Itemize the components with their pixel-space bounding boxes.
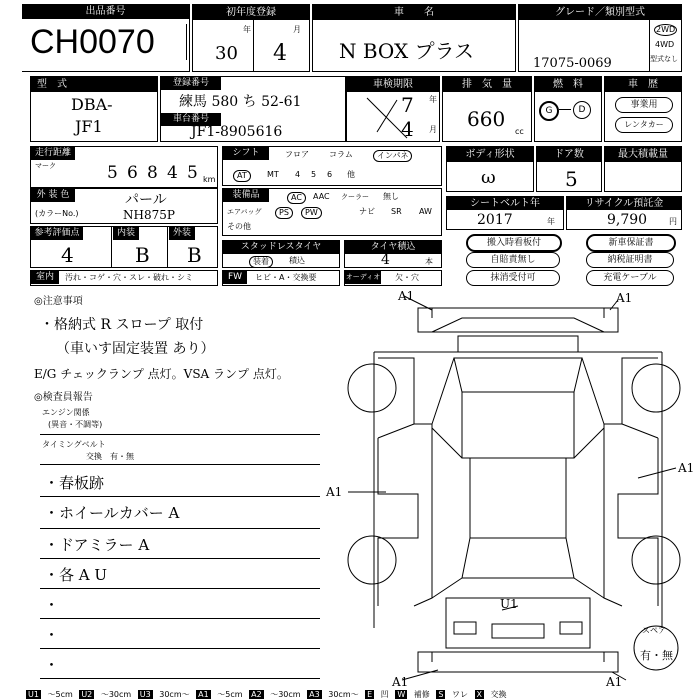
wheel-rear-left [348, 536, 396, 584]
body-type-box [446, 146, 534, 192]
mark-front-right: A1 [616, 291, 633, 305]
check-warranty: 新車保証書 [586, 234, 676, 252]
legend-desc: ワレ [451, 690, 468, 699]
shift-at: AT [233, 170, 251, 182]
tire-load-unit: 本 [425, 257, 433, 266]
legend-desc: 補修 [413, 690, 430, 699]
notes-title: ◎注意事項 [34, 296, 83, 307]
mark-front-left: A1 [398, 289, 415, 303]
inspector-title: ◎検査員報告 [34, 392, 93, 403]
car-name-box [312, 4, 516, 72]
legend-desc: ～5cm [47, 690, 73, 699]
displacement-unit: cc [515, 127, 524, 136]
equip-none: 無し [383, 192, 399, 201]
exterior-label: 外装 [169, 227, 195, 240]
audio-text: 欠・穴 [395, 273, 419, 282]
interior-condition-box [30, 270, 218, 286]
body-type-label: ボディ形状 [447, 147, 533, 162]
legend-code: U3 [139, 690, 151, 699]
divider [253, 20, 254, 72]
reg-number-value: 練馬 580 ち 52-61 [179, 94, 302, 110]
fuel-label: 燃 料 [535, 77, 601, 92]
rule-line [40, 558, 320, 559]
roof [432, 358, 604, 458]
equip-aw: AW [419, 207, 432, 216]
history-box [604, 76, 682, 142]
interior-cond-label: 室内 [31, 271, 59, 284]
displacement-value: 660 [467, 107, 506, 131]
model-value-1: DBA- [71, 95, 113, 114]
wheel-front-left [348, 364, 396, 412]
rule-line [40, 648, 320, 649]
first-registration-label: 初年度登録 [193, 5, 309, 20]
doors-label: ドア数 [537, 147, 601, 162]
color-label: 外 装 色 [31, 189, 75, 202]
studless-mounted: 装着 [249, 256, 273, 268]
fw-label: FW [223, 271, 247, 284]
inspection-month-unit: 月 [429, 125, 437, 134]
mark-rear-left: A1 [392, 675, 409, 689]
timing-label: タイミングベルト [42, 440, 106, 449]
mileage-digit: 5 [187, 163, 198, 183]
equip-ps: PS [275, 207, 293, 219]
legend-code: A1 [198, 690, 209, 699]
equip-navi: ナビ [359, 207, 375, 216]
interior-cond-text: 汚れ・コゲ・穴・スレ・破れ・シミ [65, 273, 193, 282]
model-label: 型 式 [31, 77, 157, 92]
legend-desc: ～30cm [270, 690, 301, 699]
inspector-item: ・ [44, 656, 60, 674]
legend-code: W [397, 690, 406, 699]
shift-floor: フロア [285, 150, 309, 159]
equip-other: その他 [227, 222, 251, 231]
chassis-value: JF1-8905616 [191, 124, 283, 140]
color-box [30, 188, 218, 224]
check-charging-cable: 充電ケーブル [586, 270, 674, 286]
displacement-box [442, 76, 532, 142]
left-side-panel [378, 358, 432, 606]
drive-options [649, 20, 683, 72]
spare-label: スペア [642, 626, 666, 635]
legend-desc: 30cm～ [159, 690, 190, 699]
note-line: （車いす固定装置 あり） [56, 341, 215, 357]
shift-6: 6 [327, 170, 333, 179]
fuel-gasoline: G [539, 101, 559, 121]
inspector-item: ・ [44, 626, 60, 644]
legend-code: A2 [251, 690, 262, 699]
shift-other: 他 [347, 170, 355, 179]
grade-value: 17075-0069 [533, 56, 612, 71]
rule-line [40, 528, 320, 529]
tire-load-label: タイヤ積込 [345, 241, 441, 254]
inspection-year: 7 [401, 93, 414, 117]
wheel-front-right [632, 364, 680, 412]
car-name-value: N BOX プラス [339, 39, 474, 63]
mark-left-side: A1 [326, 485, 343, 499]
fw-box [222, 270, 340, 286]
strike-mark [347, 92, 441, 142]
tailgate [446, 598, 590, 648]
recycle-box [566, 196, 682, 230]
load-label: 最大積載量 [605, 147, 681, 162]
displacement-label: 排 気 量 [443, 77, 531, 92]
note-line: ・格納式 R スロープ 取付 [40, 317, 204, 333]
chassis-label: 車台番号 [161, 113, 221, 126]
seatbelt-box [446, 196, 564, 230]
legend-code: U2 [81, 690, 93, 699]
rule-line [40, 434, 320, 435]
rear-window [432, 538, 604, 598]
registration-box [160, 76, 346, 142]
roof-center [432, 428, 604, 538]
equipment-label: 装備品 [223, 189, 269, 202]
audio-label: オーディオ [345, 271, 381, 284]
studless-loaded: 積込 [289, 256, 305, 265]
recycle-unit: 円 [669, 217, 677, 226]
cabin-outline [458, 336, 578, 352]
mark-rear-center: U1 [500, 597, 518, 611]
mark-leader [348, 296, 676, 680]
first-registration-month: 4 [273, 41, 287, 66]
mileage-digits [107, 163, 203, 187]
fuel-diesel: D [573, 101, 591, 119]
fw-text: ヒビ・A・交換要 [255, 273, 317, 282]
mileage-unit: km [203, 175, 216, 184]
color-code: NH875P [123, 208, 175, 222]
car-diagram [342, 288, 682, 690]
rule-line [40, 588, 320, 589]
seatbelt-label: シートベルト年 [447, 197, 563, 210]
model-value-2: JF1 [75, 117, 103, 136]
history-rental: レンタカー [615, 117, 673, 133]
mileage-digit: 8 [147, 163, 158, 183]
shift-5: 5 [311, 170, 317, 179]
checkbox-panel [446, 232, 682, 288]
exterior-value: B [187, 243, 202, 267]
first-registration-box [192, 4, 310, 72]
drive-option-2wd: 2WD [656, 25, 676, 34]
inspector-item: ・春板跡 [44, 474, 105, 492]
evaluation-label: 参考評価点 [31, 227, 83, 240]
legend-code: X [476, 690, 482, 699]
evaluation-value: 4 [61, 243, 74, 267]
equipment-box [222, 188, 442, 236]
audio-box [344, 270, 442, 286]
car-name-label: 車 名 [313, 5, 515, 20]
engine-label: エンジン関係 [42, 408, 90, 417]
color-value: パール [125, 192, 167, 208]
recycle-label: リサイクル預託金 [567, 197, 681, 210]
evaluation-box [30, 226, 218, 268]
body-top [374, 352, 662, 628]
grade-box [518, 4, 682, 72]
drive-option-4wd: 4WD [655, 40, 675, 49]
inspection-box [346, 76, 440, 142]
shift-mt: MT [267, 170, 279, 179]
first-registration-year: 30 [215, 43, 238, 64]
reg-number-label: 登録番号 [161, 77, 221, 90]
color-sub: (カラーNo.) [35, 209, 79, 218]
month-unit: 月 [293, 25, 301, 34]
rule-line [40, 678, 320, 679]
tire-load-box [344, 240, 442, 268]
recycle-value: 9,790 [607, 212, 648, 228]
mileage-label: 走行距離 [31, 147, 75, 160]
seatbelt-unit: 年 [547, 217, 555, 226]
lot-number-label: 出品番号 [22, 4, 189, 19]
equip-ac: AC [287, 192, 306, 204]
inspection-label: 車検期限 [347, 77, 439, 92]
legend-code: E [367, 690, 373, 699]
lot-number-box [22, 4, 190, 72]
note-line: E/G チェックランプ 点灯。VSA ランプ 点灯。 [34, 367, 289, 381]
engine-sub: (異音・不調等) [48, 420, 103, 429]
inspector-item: ・ドアミラー A [44, 536, 150, 554]
model-box [30, 76, 158, 142]
mileage-box [30, 146, 218, 188]
inspector-item: ・ [44, 596, 60, 614]
mileage-digit: 5 [107, 163, 118, 183]
rear-bumper [418, 652, 618, 672]
inspector-item: ・各 A U [44, 566, 108, 584]
interior-label: 内装 [113, 227, 139, 240]
shift-column: コラム [329, 150, 353, 159]
load-box [604, 146, 682, 192]
shift-instrument: インパネ [373, 150, 412, 162]
rule-line [40, 464, 320, 465]
equip-pw: PW [301, 207, 322, 219]
divider [559, 109, 571, 110]
legend-desc: 凹 [380, 690, 389, 699]
legend-desc: 30cm～ [328, 690, 359, 699]
legend-desc: 交換 [490, 690, 507, 699]
drive-option-none: 型式なし [650, 55, 678, 63]
legend-code: U1 [28, 690, 39, 699]
rule-line [40, 496, 320, 497]
legend-code: S [438, 690, 444, 699]
legend-code: A3 [309, 690, 320, 699]
corner-mark [178, 24, 187, 60]
equip-cooler: クーラー [341, 193, 369, 201]
spare-options: 有・無 [640, 649, 673, 662]
doors-box [536, 146, 602, 192]
equip-airbag: エアバッグ [227, 208, 262, 216]
inspection-year-unit: 年 [429, 95, 437, 104]
mark-rear-right: A1 [606, 675, 623, 689]
grade-label: グレード／類別型式 [519, 5, 681, 20]
equip-aac: AAC [313, 192, 330, 201]
history-business: 事業用 [615, 97, 673, 113]
divider [167, 227, 168, 267]
right-side-panel [604, 358, 658, 606]
studless-box [222, 240, 340, 268]
year-unit: 年 [243, 25, 251, 34]
shift-label: シフト [223, 147, 269, 160]
inspector-item: ・ホイールカバー A [44, 504, 180, 522]
tire-load-value: 4 [381, 252, 390, 268]
mileage-digit: 4 [167, 163, 178, 183]
fuel-box [534, 76, 602, 142]
shift-box [222, 146, 442, 186]
legend-desc: ～5cm [217, 690, 243, 699]
check-signboard: 搬入時看板付 [466, 234, 562, 252]
mileage-digit: 6 [127, 163, 138, 183]
studless-label: スタッドレスタイヤ [223, 241, 339, 254]
mileage-sub: マーク [35, 162, 56, 170]
check-cancel: 抹消受付可 [466, 270, 560, 286]
legend-desc: ～30cm [100, 690, 132, 699]
shift-4: 4 [295, 170, 301, 179]
doors-value: 5 [565, 167, 578, 191]
damage-legend [26, 690, 682, 700]
equip-sr: SR [391, 207, 402, 216]
mark-right-side: A1 [678, 461, 695, 475]
timing-exchange: 交換 有・無 [86, 452, 134, 461]
rule-line [40, 618, 320, 619]
interior-value: B [135, 243, 150, 267]
front-bumper [418, 308, 618, 332]
seatbelt-value: 2017 [477, 212, 513, 228]
history-label: 車 歴 [605, 77, 681, 92]
check-tax: 納税証明書 [586, 252, 674, 268]
wheel-rear-right [632, 536, 680, 584]
body-type-value: ω [481, 167, 496, 188]
divider [111, 227, 112, 267]
lot-number-value: CH0070 [30, 23, 155, 61]
inspection-month: 4 [401, 117, 414, 141]
check-no-insurance: 自賠責無し [466, 252, 560, 268]
